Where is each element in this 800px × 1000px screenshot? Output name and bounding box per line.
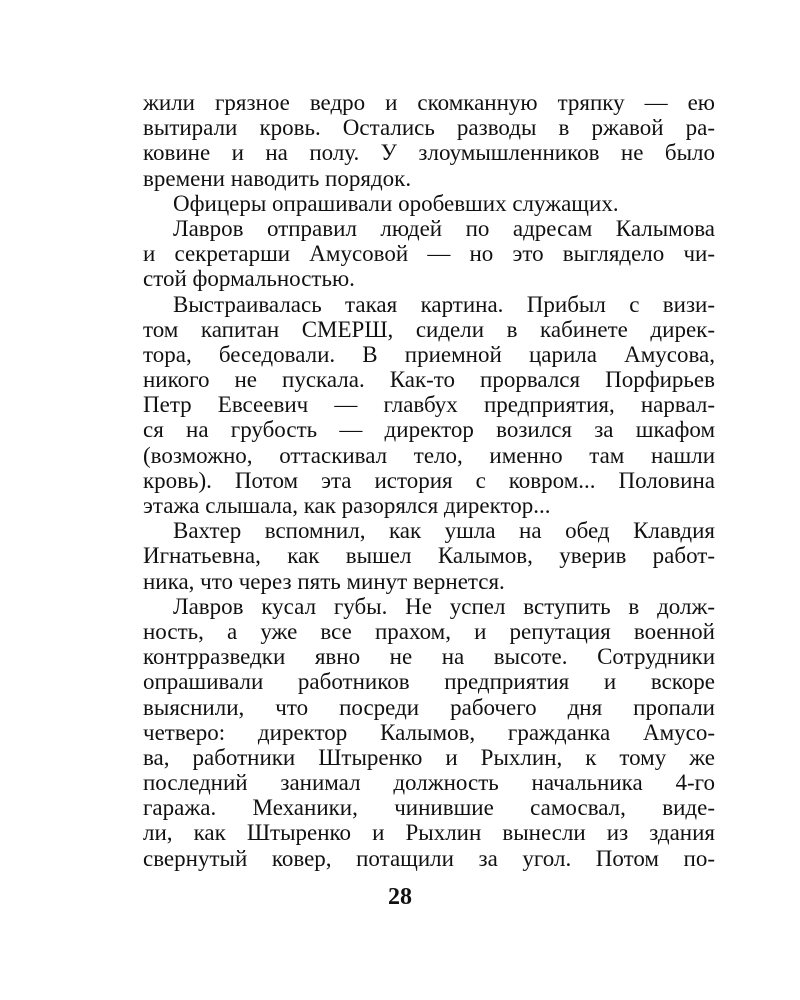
text-line: Игнатьевна, как вышел Калымов, уверив работ- (143, 543, 715, 569)
text-line: (возможно, оттаскивал тело, именно там нашли (143, 442, 715, 468)
text-line: этажа слышала, как разорялся директор... (143, 493, 551, 518)
text-line: кровь). Потом эта история с ковром... Половина (143, 467, 715, 493)
text-line: ли, как Штыренко и Рыхлин вынесли из здания (143, 820, 715, 846)
text-line: и секретарши Амусовой — но это выглядело чи- (143, 241, 715, 267)
text-line: Выстраивалась такая картина. Прибыл с визи- (173, 291, 715, 317)
text-line: последний занимал должность начальника 4-го (143, 770, 715, 796)
text-line: том капитан СМЕРШ, сидели в кабинете дирек- (143, 316, 715, 342)
text-line: ковине и на полу. У злоумышленников не было (143, 140, 715, 166)
text-line: гаража. Механики, чинившие самосвал, виде- (143, 795, 715, 821)
body-text (143, 90, 715, 871)
text-line: свернутый ковер, потащили за угол. Потом по- (143, 845, 715, 871)
text-line: Офицеры опрашивали оробевших служащих. (173, 190, 619, 216)
text-line: времени наводить порядок. (143, 165, 412, 191)
text-line: тора, беседовали. В приемной царила Амусова, (143, 341, 715, 367)
text-line: ника, что через пять минут вернется. (143, 568, 505, 594)
text-line: ся на грубость — директор возился за шкафом (143, 417, 715, 443)
text-line: Вахтер вспомнил, как ушла на обед Клавдия (173, 518, 715, 544)
text-line: никого не пускала. Как-то прорвался Порфирьев (143, 367, 715, 393)
text-line: ность, а уже все прахом, и репутация военной (143, 618, 715, 644)
text-line: Лавров кусал губы. Не успел вступить в долж- (173, 593, 715, 619)
text-line: четверо: директор Калымов, гражданка Амусо- (143, 719, 715, 745)
text-line: жили грязное ведро и скомканную тряпку — ею (143, 90, 715, 115)
page-number: 28 (388, 884, 412, 910)
text-line: Петр Евсеевич — главбух предприятия, нарвал- (143, 392, 715, 418)
text-line: Лавров отправил людей по адресам Калымова (173, 215, 715, 241)
text-line: опрашивали работников предприятия и вскоре (143, 669, 715, 695)
text-line: контрразведки явно не на высоте. Сотрудники (143, 644, 715, 670)
text-line: стой формальностью. (143, 266, 355, 292)
text-line: вытирали кровь. Остались разводы в ржавой ра- (143, 115, 715, 141)
text-line: ва, работники Штыренко и Рыхлин, к тому же (143, 744, 715, 770)
text-line: выяснили, что посреди рабочего дня пропали (143, 694, 715, 720)
